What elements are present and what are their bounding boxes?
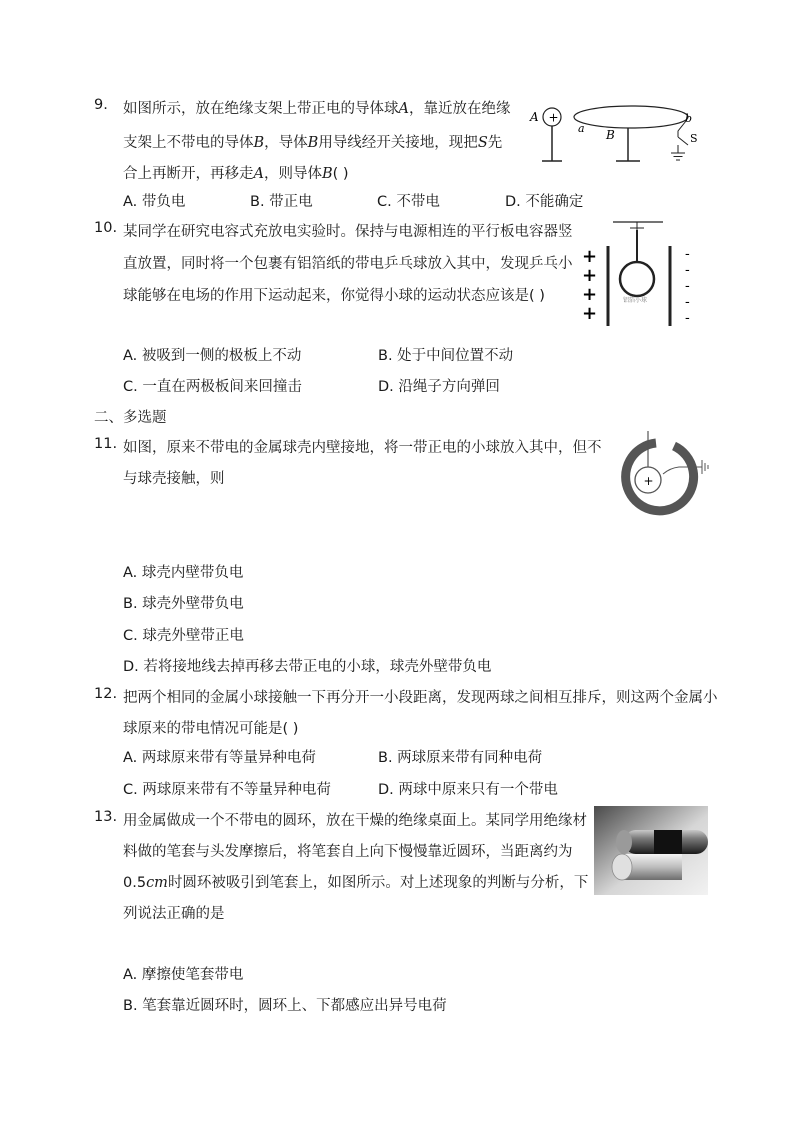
q10-figure [578,218,708,328]
q9-fig-conductor-b [574,106,688,128]
q10-number: 10. [94,220,118,236]
q9-option-b[interactable]: B. 带正电 [250,194,313,210]
q13-number: 13. [94,809,118,825]
q9-fig-label-a: a [578,122,585,135]
q13-option-a[interactable]: A. 摩擦使笔套带电 [123,967,244,983]
q11-fig-plus: + [643,474,654,488]
q10-fig-minus-5: - [685,310,690,326]
q9-figure [528,95,708,170]
q9-stem-line-3: 合上再断开，再移走A，则导体B( ) [123,166,349,182]
q11-figure [604,428,714,518]
q12-stem-line-2: 球原来的带电情况可能是( ) [123,721,299,737]
q9-fig-switch [678,137,688,145]
q12-option-d[interactable]: D. 两球中原来只有一个带电 [378,782,558,798]
q10-stem-line-1: 某同学在研究电容式充放电实验时。保持与电源相连的平行板电容器竖 [123,224,573,240]
q10-fig-plus-2: + [582,265,598,286]
q10-option-c[interactable]: C. 一直在两极板间来回撞击 [123,379,302,395]
q12-stem-line-1: 把两个相同的金属小球接触一下再分开一小段距离，发现两球之间相互排斥，则这两个金属小 [123,690,718,706]
q11-stem-line-2: 与球壳接触，则 [123,471,225,487]
q11-option-b[interactable]: B. 球壳外壁带负电 [123,596,244,612]
q10-fig-minus-3: - [685,278,690,294]
q10-fig-plus-3: + [582,284,598,305]
section-title-multiple-choice: 二、多选题 [94,410,167,426]
q10-fig-caption: 铝箔小球 [623,297,648,304]
q13-figure-photo [594,806,708,895]
q12-option-c[interactable]: C. 两球原来带有不等量异种电荷 [123,782,331,798]
q10-fig-ball [620,262,654,296]
q11-option-a[interactable]: A. 球壳内壁带负电 [123,565,244,581]
q10-fig-minus-1: - [685,246,690,262]
q9-number: 9. [94,97,108,113]
q10-option-d[interactable]: D. 沿绳子方向弹回 [378,379,500,395]
q9-option-a[interactable]: A. 带负电 [123,194,186,210]
q9-fig-label-b: b [685,112,693,125]
q12-option-b[interactable]: B. 两球原来带有同种电荷 [378,750,543,766]
q9-stem-line-2: 支架上不带电的导体B，导体B用导线经开关接地，现把S先 [123,135,503,151]
q12-number: 12. [94,686,118,702]
q13-stem-line-1: 用金属做成一个不带电的圆环，放在干燥的绝缘桌面上。某同学用绝缘材 [123,813,587,829]
q10-fig-minus-4: - [685,294,690,310]
q13-photo-pen-tip [616,830,632,854]
q13-option-b[interactable]: B. 笔套靠近圆环时，圆环上、下都感应出异号电荷 [123,998,447,1014]
q9-stem-line-1: 如图所示，放在绝缘支架上带正电的导体球A，靠近放在绝缘 [123,101,511,117]
q11-stem-line-1: 如图，原来不带电的金属球壳内壁接地，将一带正电的小球放入其中，但不 [123,440,602,456]
q9-fig-plus: + [548,110,559,125]
q10-fig-minus-2: - [685,262,690,278]
q13-photo-ring-face [612,854,632,880]
q9-fig-label-S: S [690,132,698,145]
q9-fig-label-B: B [606,128,615,142]
q11-option-d[interactable]: D. 若将接地线去掉再移去带正电的小球，球壳外壁带负电 [123,659,492,675]
q9-option-c[interactable]: C. 不带电 [377,194,440,210]
q13-stem-line-2: 料做的笔套与头发摩擦后，将笔套自上向下慢慢靠近圆环，当距离约为 [123,844,573,860]
q13-stem-line-3: 0.5cm时圆环被吸引到笔套上，如图所示。对上述现象的判断与分析，下 [123,875,589,891]
q9-option-d[interactable]: D. 不能确定 [505,194,584,210]
q10-option-b[interactable]: B. 处于中间位置不动 [378,348,514,364]
q10-option-a[interactable]: A. 被吸到一侧的极板上不动 [123,348,302,364]
q11-number: 11. [94,436,118,452]
q10-fig-plus-4: + [582,303,598,324]
q10-fig-plus-1: + [582,246,598,267]
q10-stem-line-2: 直放置，同时将一个包裹有铝箔纸的带电乒乓球放入其中，发现乒乓小 [123,256,573,272]
q12-option-a[interactable]: A. 两球原来带有等量异种电荷 [123,750,316,766]
q9-fig-label-A: A [530,110,539,124]
q13-stem-line-4: 列说法正确的是 [123,906,225,922]
q13-photo-pen-band [654,830,682,854]
q11-option-c[interactable]: C. 球壳外壁带正电 [123,628,244,644]
q10-stem-line-3: 球能够在电场的作用下运动起来，你觉得小球的运动状态应该是( ) [123,288,545,304]
